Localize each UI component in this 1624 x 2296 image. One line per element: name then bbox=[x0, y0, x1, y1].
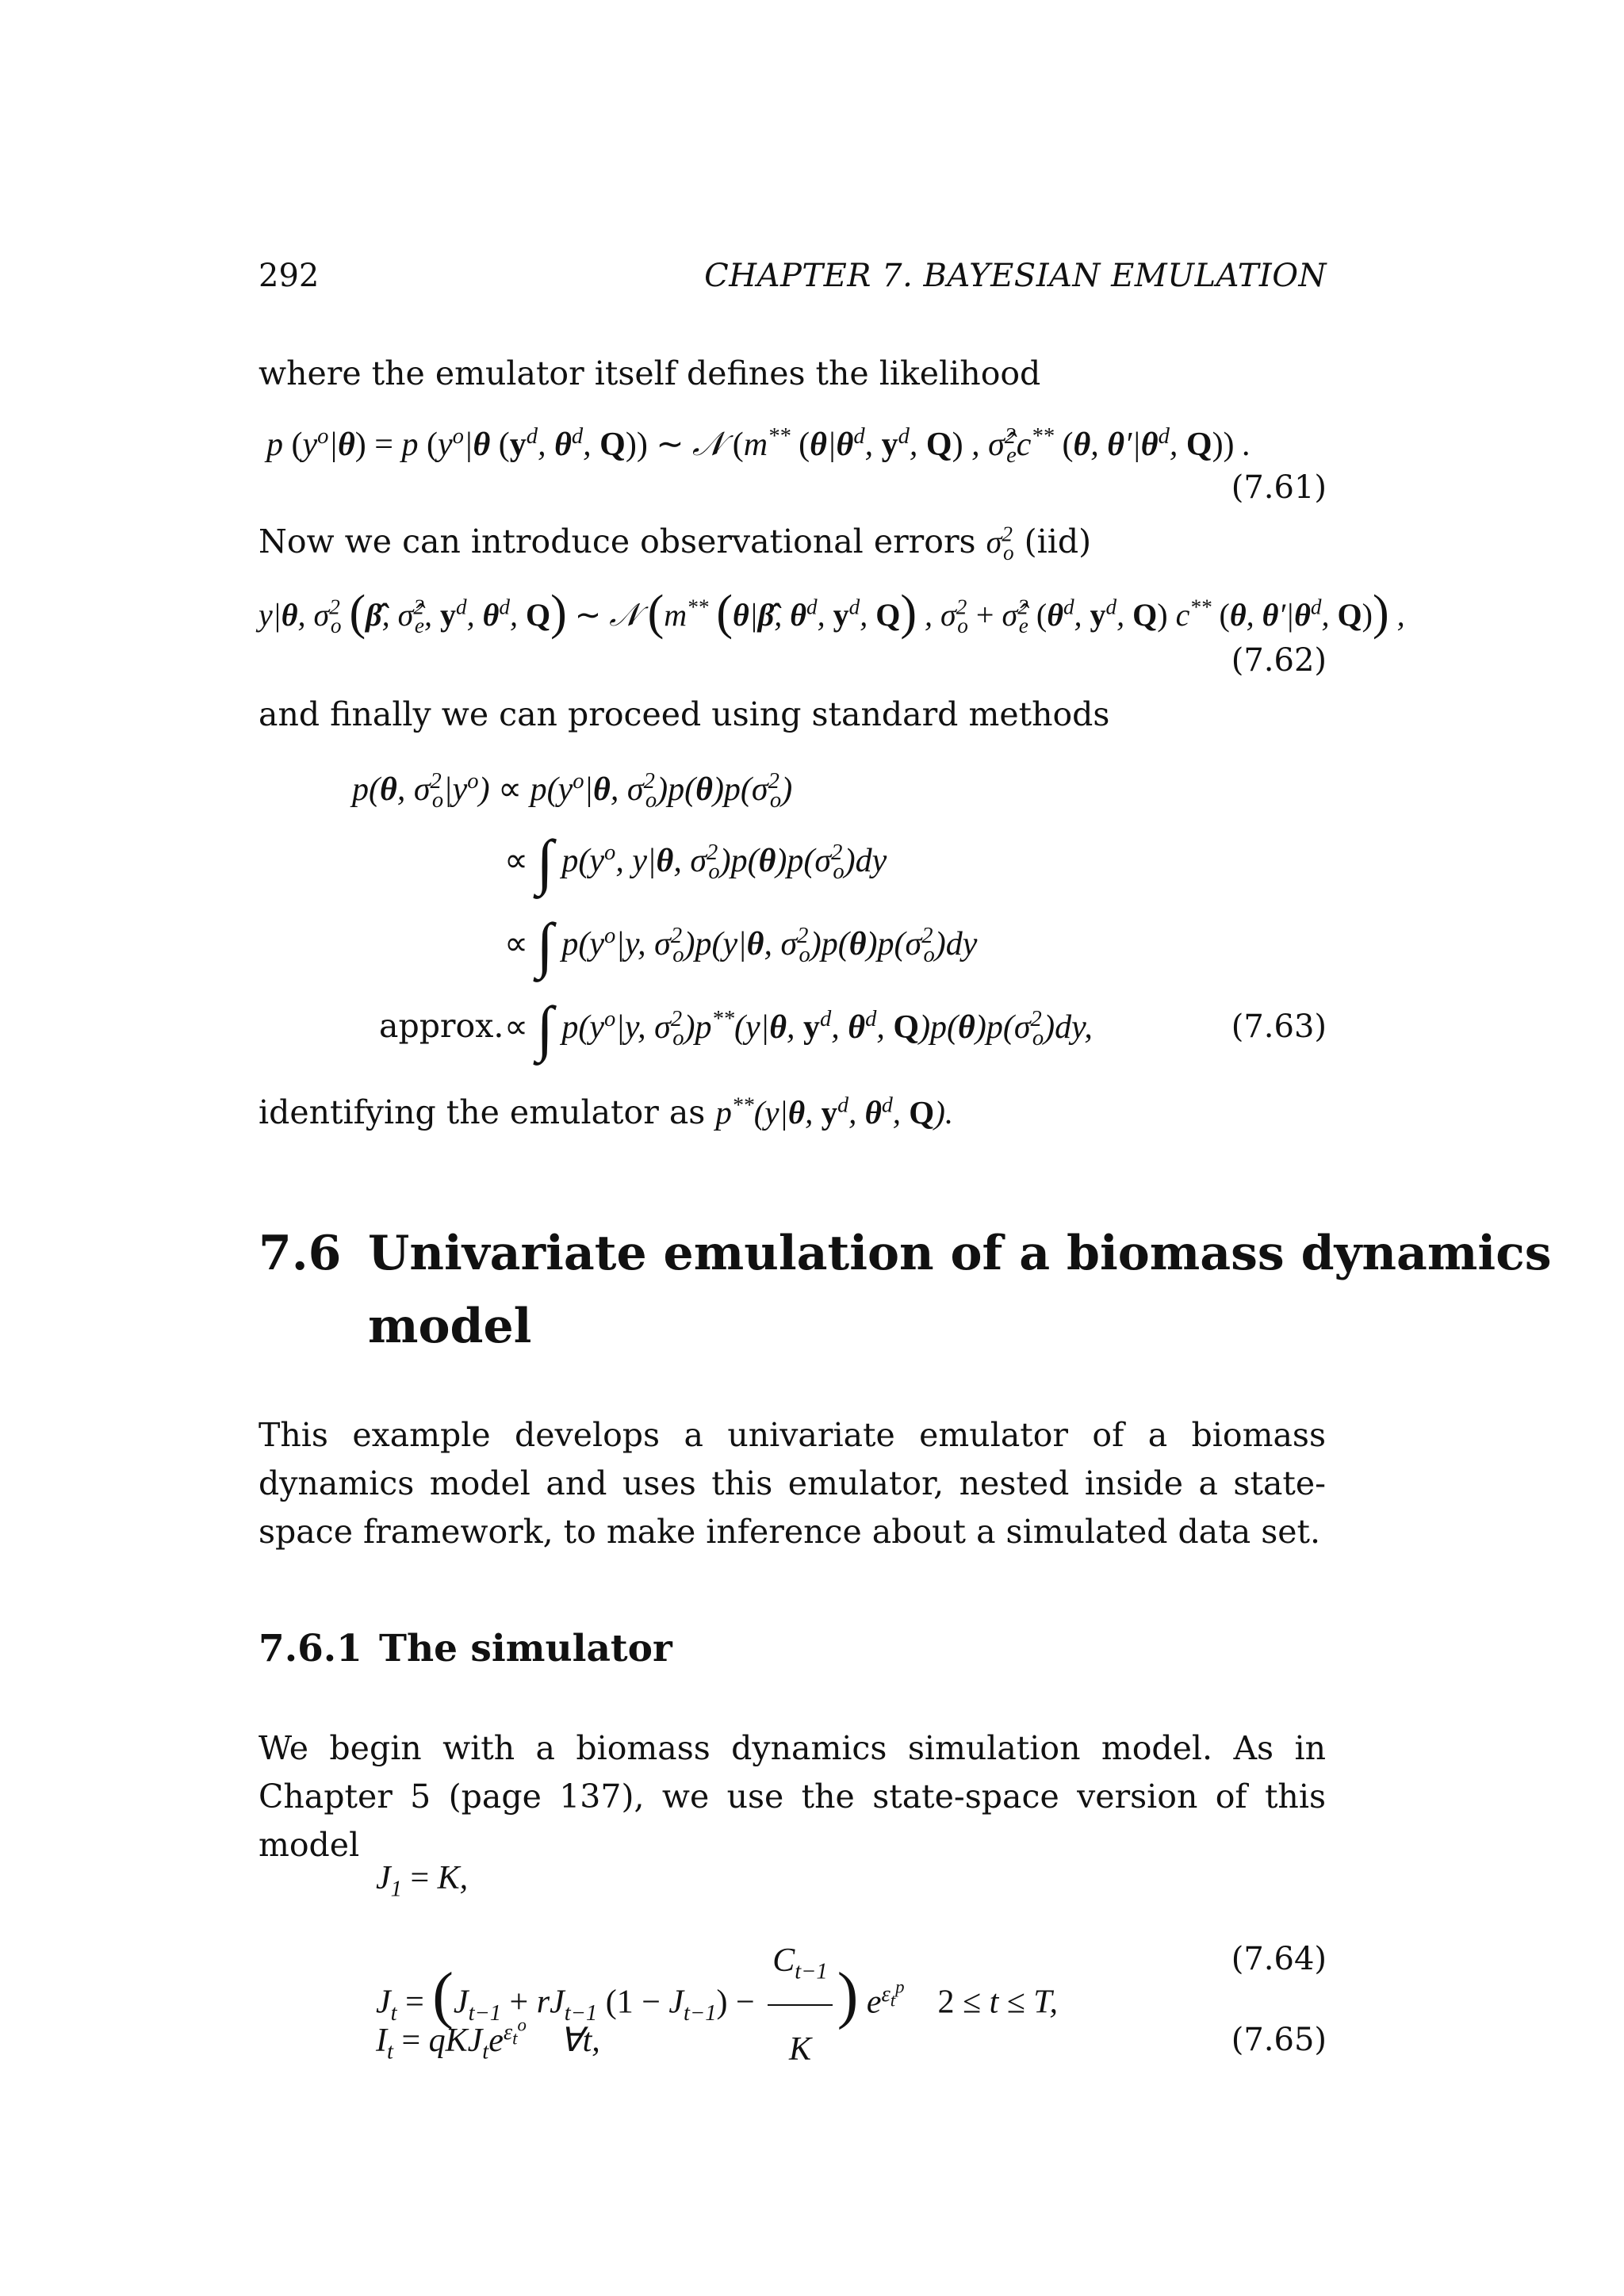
section-title-line2: model bbox=[368, 1299, 532, 1354]
equation-j1: $J_1 = K$, bbox=[376, 1860, 469, 1902]
section-number: 7.6 bbox=[259, 1226, 342, 1281]
equation-7-65: $I_t = qKJ_te^{\varepsilon_t^o}$ ∀t, bbox=[376, 2015, 600, 2064]
paragraph-observational-errors bbox=[259, 517, 1326, 568]
equation-7-63-line2: ∝ ∫ $p(y^o$, y|θ, $\sigma^2_o)p(\theta)p(\sigma^2_o)dy$ bbox=[504, 827, 887, 896]
equation-number-7-64: (7.64) bbox=[1231, 1941, 1327, 1977]
section-title-line1: Univariate emulation of a biomass dynamics bbox=[368, 1226, 1552, 1281]
approx-label: approx. bbox=[379, 1007, 504, 1045]
equation-number-7-62: (7.62) bbox=[1231, 642, 1327, 679]
paragraph-likelihood: where the emulator itself defines the likelihood bbox=[259, 354, 1041, 392]
equation-number-7-61: (7.61) bbox=[1231, 469, 1327, 506]
equation-7-61: p $(y^o|\theta) = p$ ($y^o|\theta$ ($y^d$, $\theta^d$, Q)) ∼ 𝒩 (m** ($\theta|\theta^d$, $y^d$, Q) , σ̂$^2_e$c** (θ, $\theta'|\theta^d$, Q)) . bbox=[266, 424, 1251, 469]
page-number: 292 bbox=[259, 258, 320, 294]
subsection-number: 7.6.1 bbox=[259, 1627, 362, 1670]
equation-7-64: $J_t = (J_{t-1} + rJ_{t-1}$ $(1 - J_{t-1})$ − $\frac{C_{t-1}}{K}$ ) $e^{\varepsilon_t^p}$ 2 ≤ t ≤ T, bbox=[376, 1917, 1058, 2093]
equation-number-7-63: (7.63) bbox=[1231, 1008, 1327, 1045]
obs-errors-text-pre: Now we can introduce observational errors bbox=[259, 522, 976, 561]
subsection-heading-7-6-1 bbox=[259, 1627, 672, 1670]
equation-7-63-line1: p(θ, $\sigma^2_o|y^o) \propto p(y^o|\theta$, $\sigma^2_o)p(\theta)p(\sigma^2_o)$ bbox=[352, 769, 793, 813]
section-intro-paragraph: This example develops a univariate emulator of a biomass dynamics model and uses this emulator, nested inside a state-space framework, to make inference about a simulated data set. bbox=[259, 1416, 1326, 1551]
identifying-text: identifying the emulator as bbox=[259, 1093, 706, 1131]
obs-errors-text-post: (iid) bbox=[1024, 522, 1092, 561]
equation-7-63-line4: ∝ ∫ $p(y^o|y$, $\sigma^2_o)p^{**}(y|\theta$, $y^d$, $\theta^d$, $Q)p(\theta)p(\sigma^2_o)dy$, bbox=[504, 993, 1093, 1062]
equation-7-62: y|θ, $\sigma^2_o$ (β̂, σ̂$^2_e$, $y^d$, $\theta^d$, Q) ∼ 𝒩 (m** (θ|β̂, $\theta^d$, $y^d$, Q) , $\sigma^2_o$ + σ̂$^2_e$ ($\theta^d$, $y^d$, Q) c** (θ, $\theta'|\theta^d$, Q)) , bbox=[259, 586, 1405, 640]
simulator-paragraph: We begin with a biomass dynamics simulation model. As in Chapter 5 (page 137), we use the state-space version of this model bbox=[259, 1729, 1326, 1864]
paragraph-finally: and finally we can proceed using standard methods bbox=[259, 695, 1110, 733]
paragraph-identifying bbox=[259, 1088, 1326, 1138]
sigma-o-squared: $\sigma^2_o$ bbox=[986, 522, 1014, 564]
section-heading-7-6 bbox=[259, 1217, 1552, 1363]
running-head: CHAPTER 7. BAYESIAN EMULATION bbox=[704, 258, 1327, 294]
equation-7-63-line3: ∝ ∫ $p(y^o|y$, $\sigma^2_o)p(y|\theta$, $\sigma^2_o)p(\theta)p(\sigma^2_o)dy$ bbox=[504, 910, 978, 979]
equation-number-7-65: (7.65) bbox=[1231, 2022, 1327, 2058]
subsection-title: The simulator bbox=[379, 1627, 672, 1670]
emulator-expression: p**(y|θ, $y^d$, $\theta^d$, Q). bbox=[715, 1093, 954, 1131]
